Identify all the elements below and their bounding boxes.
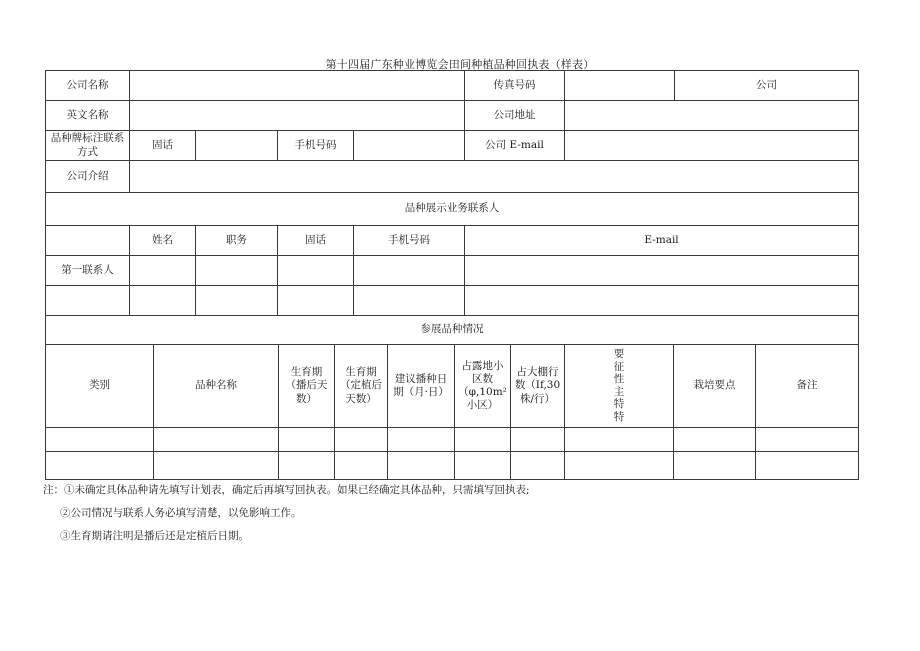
second-contact-landline-field[interactable] — [278, 286, 354, 316]
variety-row1-growth-sow[interactable] — [279, 428, 335, 452]
header-category: 类别 — [46, 345, 154, 428]
second-contact-email-field[interactable] — [465, 286, 859, 316]
note-2: ②公司情况与联系人务必填写清楚，以免影响工作。 — [60, 507, 302, 519]
company-address-field[interactable] — [565, 101, 859, 131]
company-intro-label: 公司介绍 — [46, 161, 130, 193]
mobile-label: 手机号码 — [278, 131, 354, 161]
company-email-label: 公司 E-mail — [465, 131, 565, 161]
first-contact-position-field[interactable] — [196, 256, 278, 286]
second-contact-name-field[interactable] — [130, 286, 196, 316]
header-open-field: 占露地小区数（φ,10m²小区） — [455, 345, 511, 428]
company-name-field[interactable] — [130, 71, 465, 101]
note-1: 注：①未确定具体品种请先填写计划表，确定后再填写回执表。如果已经确定具体品种，只需填写回执表; — [43, 484, 530, 496]
company-contact-table — [45, 70, 859, 345]
second-contact-label — [46, 286, 130, 316]
variety-row1-features[interactable] — [565, 428, 674, 452]
fax-field[interactable] — [565, 71, 675, 101]
header-growth-sow: 生育期（播后天数） — [279, 345, 335, 428]
varieties-heading: 参展品种情况 — [46, 316, 859, 345]
table-row — [46, 428, 859, 452]
variety-row1-sow-date[interactable] — [388, 428, 455, 452]
variety-row2-category[interactable] — [46, 452, 154, 480]
header-remarks: 备注 — [756, 345, 859, 428]
first-contact-label: 第一联系人 — [46, 256, 130, 286]
note-3: ③生育期请注明是播后还是定植后日期。 — [60, 530, 249, 542]
first-contact-mobile-field[interactable] — [354, 256, 465, 286]
english-name-field[interactable] — [130, 101, 465, 131]
variety-row1-greenhouse[interactable] — [511, 428, 565, 452]
second-contact-mobile-field[interactable] — [354, 286, 465, 316]
landline-label: 固话 — [130, 131, 196, 161]
variety-row1-remarks[interactable] — [756, 428, 859, 452]
contacts-header-mobile: 手机号码 — [354, 226, 465, 256]
english-name-label: 英文名称 — [46, 101, 130, 131]
variety-row2-greenhouse[interactable] — [511, 452, 565, 480]
variety-row1-open-field[interactable] — [455, 428, 511, 452]
first-contact-email-field[interactable] — [465, 256, 859, 286]
fax-label: 传真号码 — [465, 71, 565, 101]
variety-row2-open-field[interactable] — [455, 452, 511, 480]
table-row — [46, 452, 859, 480]
header-cultivation: 栽培要点 — [674, 345, 756, 428]
header-growth-transplant: 生育期（定植后天数） — [335, 345, 388, 428]
header-variety-name: 品种名称 — [154, 345, 279, 428]
variety-row1-growth-transplant[interactable] — [335, 428, 388, 452]
contacts-header-position: 职务 — [196, 226, 278, 256]
variety-row2-remarks[interactable] — [756, 452, 859, 480]
contacts-header-blank — [46, 226, 130, 256]
variety-row2-growth-sow[interactable] — [279, 452, 335, 480]
company-label: 公司 — [675, 71, 859, 101]
variety-row1-category[interactable] — [46, 428, 154, 452]
first-contact-landline-field[interactable] — [278, 256, 354, 286]
company-intro-field[interactable] — [130, 161, 859, 193]
contacts-header-email: E-mail — [465, 226, 859, 256]
variety-row2-features[interactable] — [565, 452, 674, 480]
contacts-header-landline: 固话 — [278, 226, 354, 256]
first-contact-name-field[interactable] — [130, 256, 196, 286]
variety-row1-cultivation[interactable] — [674, 428, 756, 452]
landline-field[interactable] — [196, 131, 278, 161]
variety-row2-cultivation[interactable] — [674, 452, 756, 480]
company-email-field[interactable] — [565, 131, 859, 161]
page-title: 第十四届广东种业博览会田间种植品种回执表（样表） — [325, 58, 595, 71]
contacts-heading: 品种展示业务联系人 — [46, 193, 859, 226]
company-name-label: 公司名称 — [46, 71, 130, 101]
variety-table — [45, 344, 859, 480]
variety-row2-growth-transplant[interactable] — [335, 452, 388, 480]
header-features: 要征性主特特 — [613, 347, 625, 423]
second-contact-position-field[interactable] — [196, 286, 278, 316]
header-sow-date: 建议播种日期（月·日） — [388, 345, 455, 428]
header-greenhouse: 占大棚行数（If,30株/行） — [511, 345, 565, 428]
variety-row2-sow-date[interactable] — [388, 452, 455, 480]
company-address-label: 公司地址 — [465, 101, 565, 131]
variety-row2-name[interactable] — [154, 452, 279, 480]
table-row — [46, 256, 859, 286]
header-features-cell — [565, 345, 674, 428]
table-row — [46, 286, 859, 316]
variety-row1-name[interactable] — [154, 428, 279, 452]
variety-contact-label: 品种牌标注联系方式 — [46, 131, 130, 161]
contacts-header-name: 姓名 — [130, 226, 196, 256]
mobile-field[interactable] — [354, 131, 465, 161]
